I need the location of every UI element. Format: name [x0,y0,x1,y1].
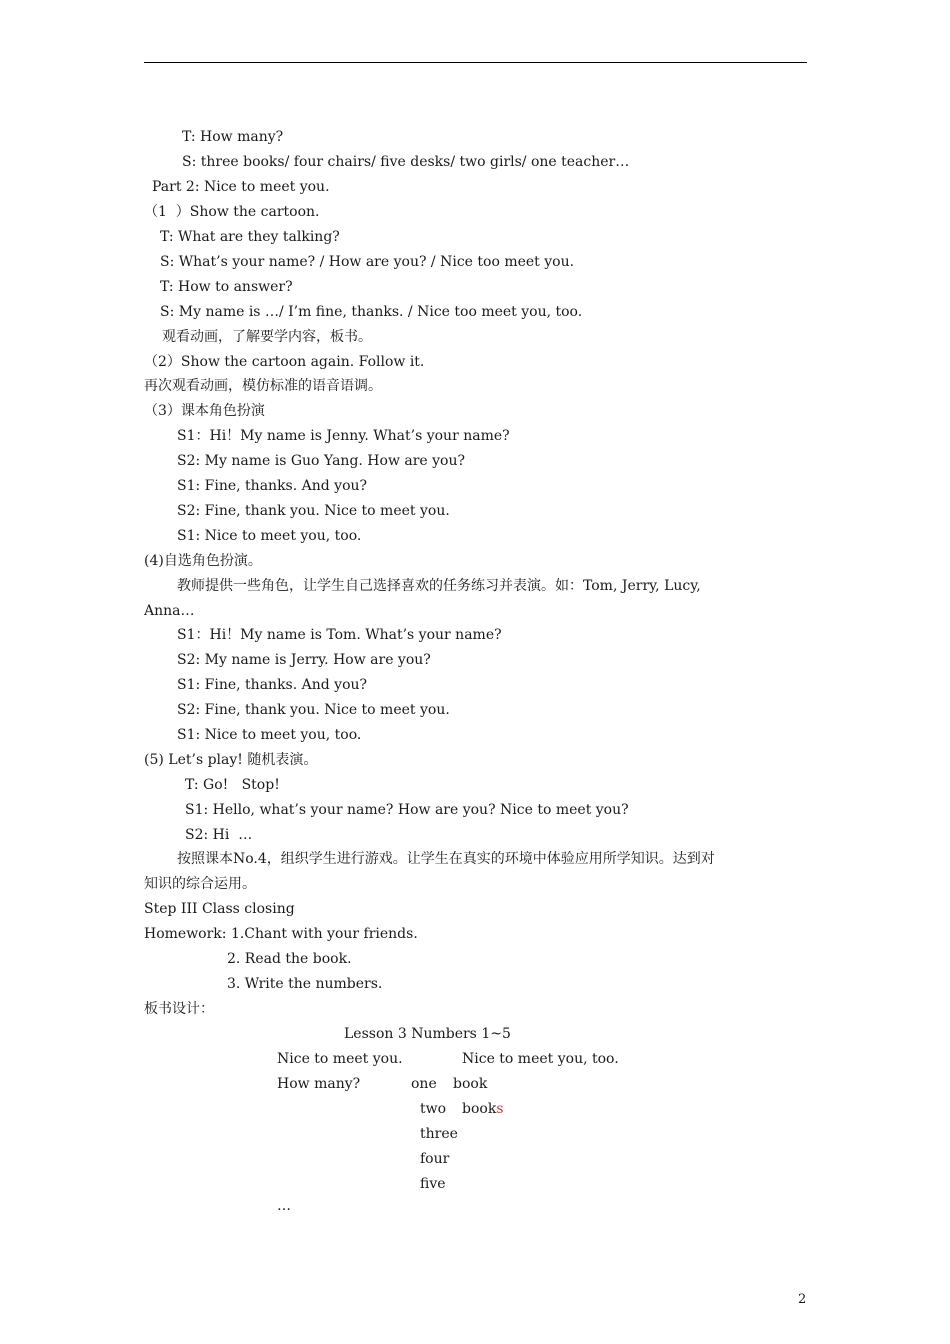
text-line: 按照课本No.4，组织学生进行游戏。让学生在真实的环境中体验应用所学知识。达到对 [177,851,715,867]
board-title: Lesson 3 Numbers 1~5 [344,1026,511,1042]
text-line: Step III Class closing [144,901,295,917]
text-line: 知识的综合运用。 [144,876,256,892]
text-line: S1: Hello, what’s your name? How are you? Nice to meet you? [185,802,629,818]
text-line: 教师提供一些角色，让学生自己选择喜欢的任务练习并表演。如：Tom, Jerry, Lucy, [177,578,701,594]
text-line: S: three books/ four chairs/ five desks/ two girls/ one teacher… [182,154,630,170]
text-line: S1: Fine, thanks. And you? [177,478,368,494]
text-line: （3）课本角色扮演 [144,403,265,419]
text-line: T: Go! Stop! [185,777,280,793]
board-number: four [420,1151,450,1167]
text-line: S1: Nice to meet you, too. [177,727,362,743]
board-word-plural [462,1100,504,1118]
text-line: S1：Hi！My name is Jenny. What’s your name? [177,428,510,444]
text-line: S: My name is …/ I’m fine, thanks. / Nice too meet you, too. [160,304,583,320]
text-line: T: How many? [182,129,284,145]
header-rule [144,62,807,63]
board-number: five [420,1176,446,1192]
board-ellipsis: … [277,1198,291,1214]
text-line: S2: Hi … [185,827,253,843]
text-line: T: How to answer? [160,279,293,295]
board-phrase: Nice to meet you, too. [462,1051,619,1067]
text-line: （2）Show the cartoon again. Follow it. [144,354,425,370]
text-line: S2: Fine, thank you. Nice to meet you. [177,702,450,718]
board-word: book [453,1076,488,1092]
board-word-stem: book [462,1101,497,1117]
board-number: one [411,1076,437,1092]
text-line: 再次观看动画，模仿标准的语音语调。 [144,378,382,394]
text-line: (5) Let’s play! 随机表演。 [144,752,318,768]
text-line: S1: Fine, thanks. And you? [177,677,368,693]
text-line: 3. Write the numbers. [227,976,383,992]
plural-suffix: s [496,1101,504,1117]
text-line: S2: My name is Jerry. How are you? [177,652,431,668]
board-question: How many? [277,1076,361,1092]
board-phrase: Nice to meet you. [277,1051,403,1067]
text-line: Anna… [144,603,195,619]
text-line: 2. Read the book. [227,951,352,967]
text-line: T: What are they talking? [160,229,340,245]
text-line: S: What’s your name? / How are you? / Nice too meet you. [160,254,575,270]
text-line: Homework: 1.Chant with your friends. [144,926,418,942]
board-number: two [420,1101,447,1117]
text-line: 观看动画，了解要学内容，板书。 [162,329,372,345]
text-line: S2: My name is Guo Yang. How are you? [177,453,466,469]
board-number: three [420,1126,458,1142]
text-line: S1: Nice to meet you, too. [177,528,362,544]
text-line: （1 ）Show the cartoon. [144,204,320,220]
text-line: Part 2: Nice to meet you. [152,179,330,195]
text-line: S2: Fine, thank you. Nice to meet you. [177,503,450,519]
text-line: 板书设计： [144,1001,214,1017]
page-number: 2 [798,1292,807,1307]
text-line: S1：Hi！My name is Tom. What’s your name? [177,627,502,643]
text-line: (4)自选角色扮演。 [144,553,262,569]
